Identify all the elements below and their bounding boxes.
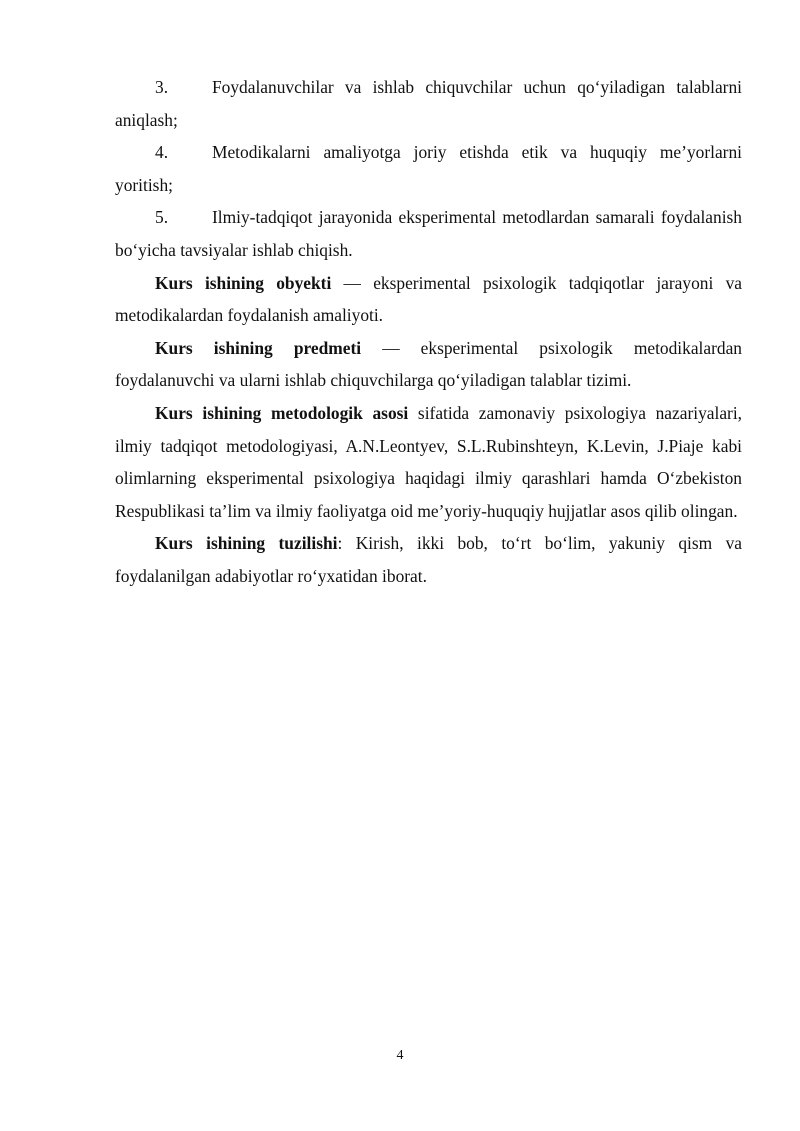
- list-number: 4.: [155, 142, 169, 163]
- paragraph-methodology: [115, 397, 742, 527]
- paragraph-methodology-text: sifatida zamonaviy psixologiya nazariyalari, ilmiy tadqiqot metodologiyasi, A.N.Leontyev, S.L.Rubinshteyn, K.Levin, J.Piaje kabi olimlarning eksperimental psixologiya haqidagi ilmiy qarashlari hamda O‘zbekiston Respublikasi ta’lim va ilmiy faoliyatga oid me’yoriy-huquqiy hujjatlar asos qilib olingan.: [115, 402, 743, 521]
- list-text: Metodikalarni amaliyotga joriy etishda etik va huquqiy me’yorlarni yoritish;: [115, 142, 742, 195]
- paragraph-subject: [115, 332, 742, 397]
- paragraph-subject-text: — eksperimental psixologik metodikalardan foydalanuvchi va ularni ishlab chiquvchilarga qo‘yiladigan talablar tizimi.: [115, 337, 742, 391]
- term-structure: Kurs ishining tuzilishi: [155, 533, 338, 554]
- list-number: 3.: [155, 77, 169, 97]
- term-object: Kurs ishining obyekti: [155, 272, 332, 293]
- list-item-4: [115, 136, 742, 201]
- paragraph-object: [115, 267, 742, 332]
- paragraph-object-text: — eksperimental psixologik tadqiqotlar jarayoni va metodikalardan foydalanish amaliyoti.: [115, 272, 742, 326]
- list-item-5: [115, 201, 742, 266]
- list-text: Ilmiy-tadqiqot jarayonida eksperimental metodlardan samarali foydalanish bo‘yicha tavsiyalar ishlab chiqish.: [115, 207, 742, 260]
- term-methodology: Kurs ishining metodologik asosi: [155, 402, 409, 423]
- list-text: Foydalanuvchilar va ishlab chiquvchilar uchun qo‘yiladigan talablarni aniqlash;: [115, 77, 742, 130]
- list-number: 5.: [155, 207, 169, 228]
- paragraph-structure-text: : Kirish, ikki bob, to‘rt bo‘lim, yakuniy qism va foydalanilgan adabiyotlar ro‘yxatidan iborat.: [115, 533, 742, 586]
- list-item-3: [115, 71, 742, 136]
- term-subject: Kurs ishining predmeti: [155, 337, 362, 358]
- paragraph-structure: [115, 527, 742, 592]
- document-body: [115, 71, 742, 593]
- page-number: 4: [396, 1048, 404, 1063]
